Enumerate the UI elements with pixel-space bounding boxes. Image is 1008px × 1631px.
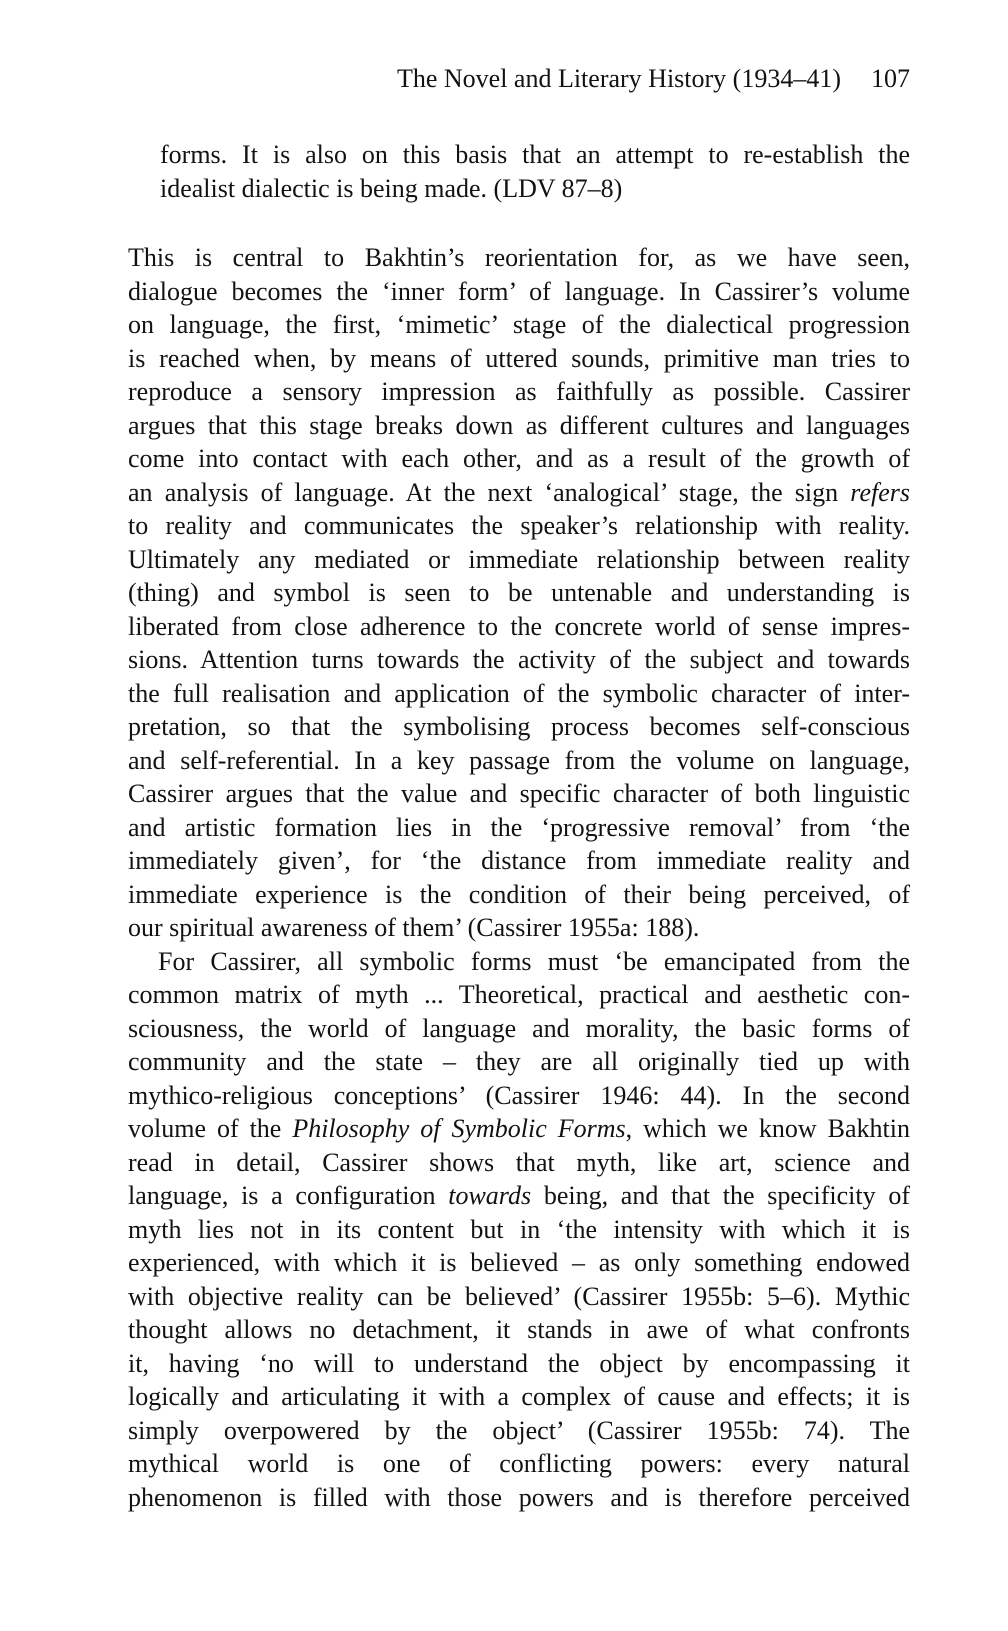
text-line: thought allows no detachment, it stands in awe of what confronts xyxy=(128,1315,910,1344)
text-line: mythical world is one of conflicting powers: every natural xyxy=(128,1449,910,1478)
text-line: volume of the Philosophy of Symbolic Forms, which we know Bakhtin xyxy=(128,1114,910,1143)
text-line: logically and articulating it with a complex of cause and effects; it is xyxy=(128,1382,910,1411)
text-line: sions. Attention turns towards the activity of the subject and towards xyxy=(128,645,910,674)
text-line: Ultimately any mediated or immediate relationship between reality xyxy=(128,544,910,574)
text-line: (thing) and symbol is seen to be untenable and understanding is xyxy=(128,578,910,607)
text-line: idealist dialectic is being made. (LDV 87–8) xyxy=(160,173,623,203)
running-header-title: The Novel and Literary History (1934–41) xyxy=(396,64,841,93)
text-line: For Cassirer, all symbolic forms must ‘be emancipated from the xyxy=(158,946,910,976)
text-line: argues that this stage breaks down as different cultures and languages xyxy=(128,410,910,440)
text-line: myth lies not in its content but in ‘the intensity with which it is xyxy=(128,1214,910,1244)
text-line: common matrix of myth ... Theoretical, practical and aesthetic con- xyxy=(128,980,910,1009)
text-line: sciousness, the world of language and morality, the basic forms of xyxy=(128,1013,910,1043)
text-line: language, is a configuration towards being, and that the specificity of xyxy=(128,1181,910,1210)
text-line: community and the state – they are all originally tied up with xyxy=(128,1047,910,1076)
text-line: immediate experience is the condition of their being perceived, of xyxy=(128,879,910,909)
paragraph-2 xyxy=(128,945,910,1515)
text-line: liberated from close adherence to the concrete world of sense impres- xyxy=(128,611,910,641)
text-line: read in detail, Cassirer shows that myth, like art, science and xyxy=(128,1147,910,1177)
running-header xyxy=(128,62,910,95)
text-line: our spiritual awareness of them’ (Cassirer 1955a: 188). xyxy=(128,913,700,942)
text-line: to reality and communicates the speaker’s relationship with reality. xyxy=(128,511,910,540)
text-line: the full realisation and application of the symbolic character of inter- xyxy=(128,678,910,708)
text-line: mythico-religious conceptions’ (Cassirer 1946: 44). In the second xyxy=(128,1080,910,1110)
text-line: phenomenon is filled with those powers and is therefore perceived xyxy=(128,1482,910,1512)
text-line: forms. It is also on this basis that an attempt to re-establish the xyxy=(160,140,910,169)
text-line: on language, the first, ‘mimetic’ stage of the dialectical progression xyxy=(128,310,910,339)
text-line: with objective reality can be believed’ (Cassirer 1955b: 5–6). Mythic xyxy=(128,1281,910,1311)
text-line: This is central to Bakhtin’s reorientation for, as we have seen, xyxy=(128,243,910,272)
text-line: come into contact with each other, and as a result of the growth of xyxy=(128,444,910,473)
text-line: and artistic formation lies in the ‘progressive removal’ from ‘the xyxy=(128,812,910,842)
block-quote xyxy=(128,138,910,205)
text-line: Cassirer argues that the value and specific character of both linguistic xyxy=(128,779,910,808)
text-line: pretation, so that the symbolising process becomes self-conscious xyxy=(128,712,910,741)
text-line: immediately given’, for ‘the distance from immediate reality and xyxy=(128,846,910,875)
text-line: experienced, with which it is believed – as only something endowed xyxy=(128,1248,910,1277)
text-line: it, having ‘no will to understand the object by encompassing it xyxy=(128,1348,910,1378)
text-line: dialogue becomes the ‘inner form’ of language. In Cassirer’s volume xyxy=(128,276,910,306)
text-line: simply overpowered by the object’ (Cassirer 1955b: 74). The xyxy=(128,1415,910,1445)
text-line: and self-referential. In a key passage from the volume on language, xyxy=(128,745,910,775)
paragraph-1 xyxy=(128,241,910,945)
text-line: an analysis of language. At the next ‘analogical’ stage, the sign refers xyxy=(128,477,910,507)
page-number: 107 xyxy=(871,64,910,93)
text-line: reproduce a sensory impression as faithfully as possible. Cassirer xyxy=(128,377,910,406)
text-line: is reached when, by means of uttered sounds, primitive man tries to xyxy=(128,343,910,373)
